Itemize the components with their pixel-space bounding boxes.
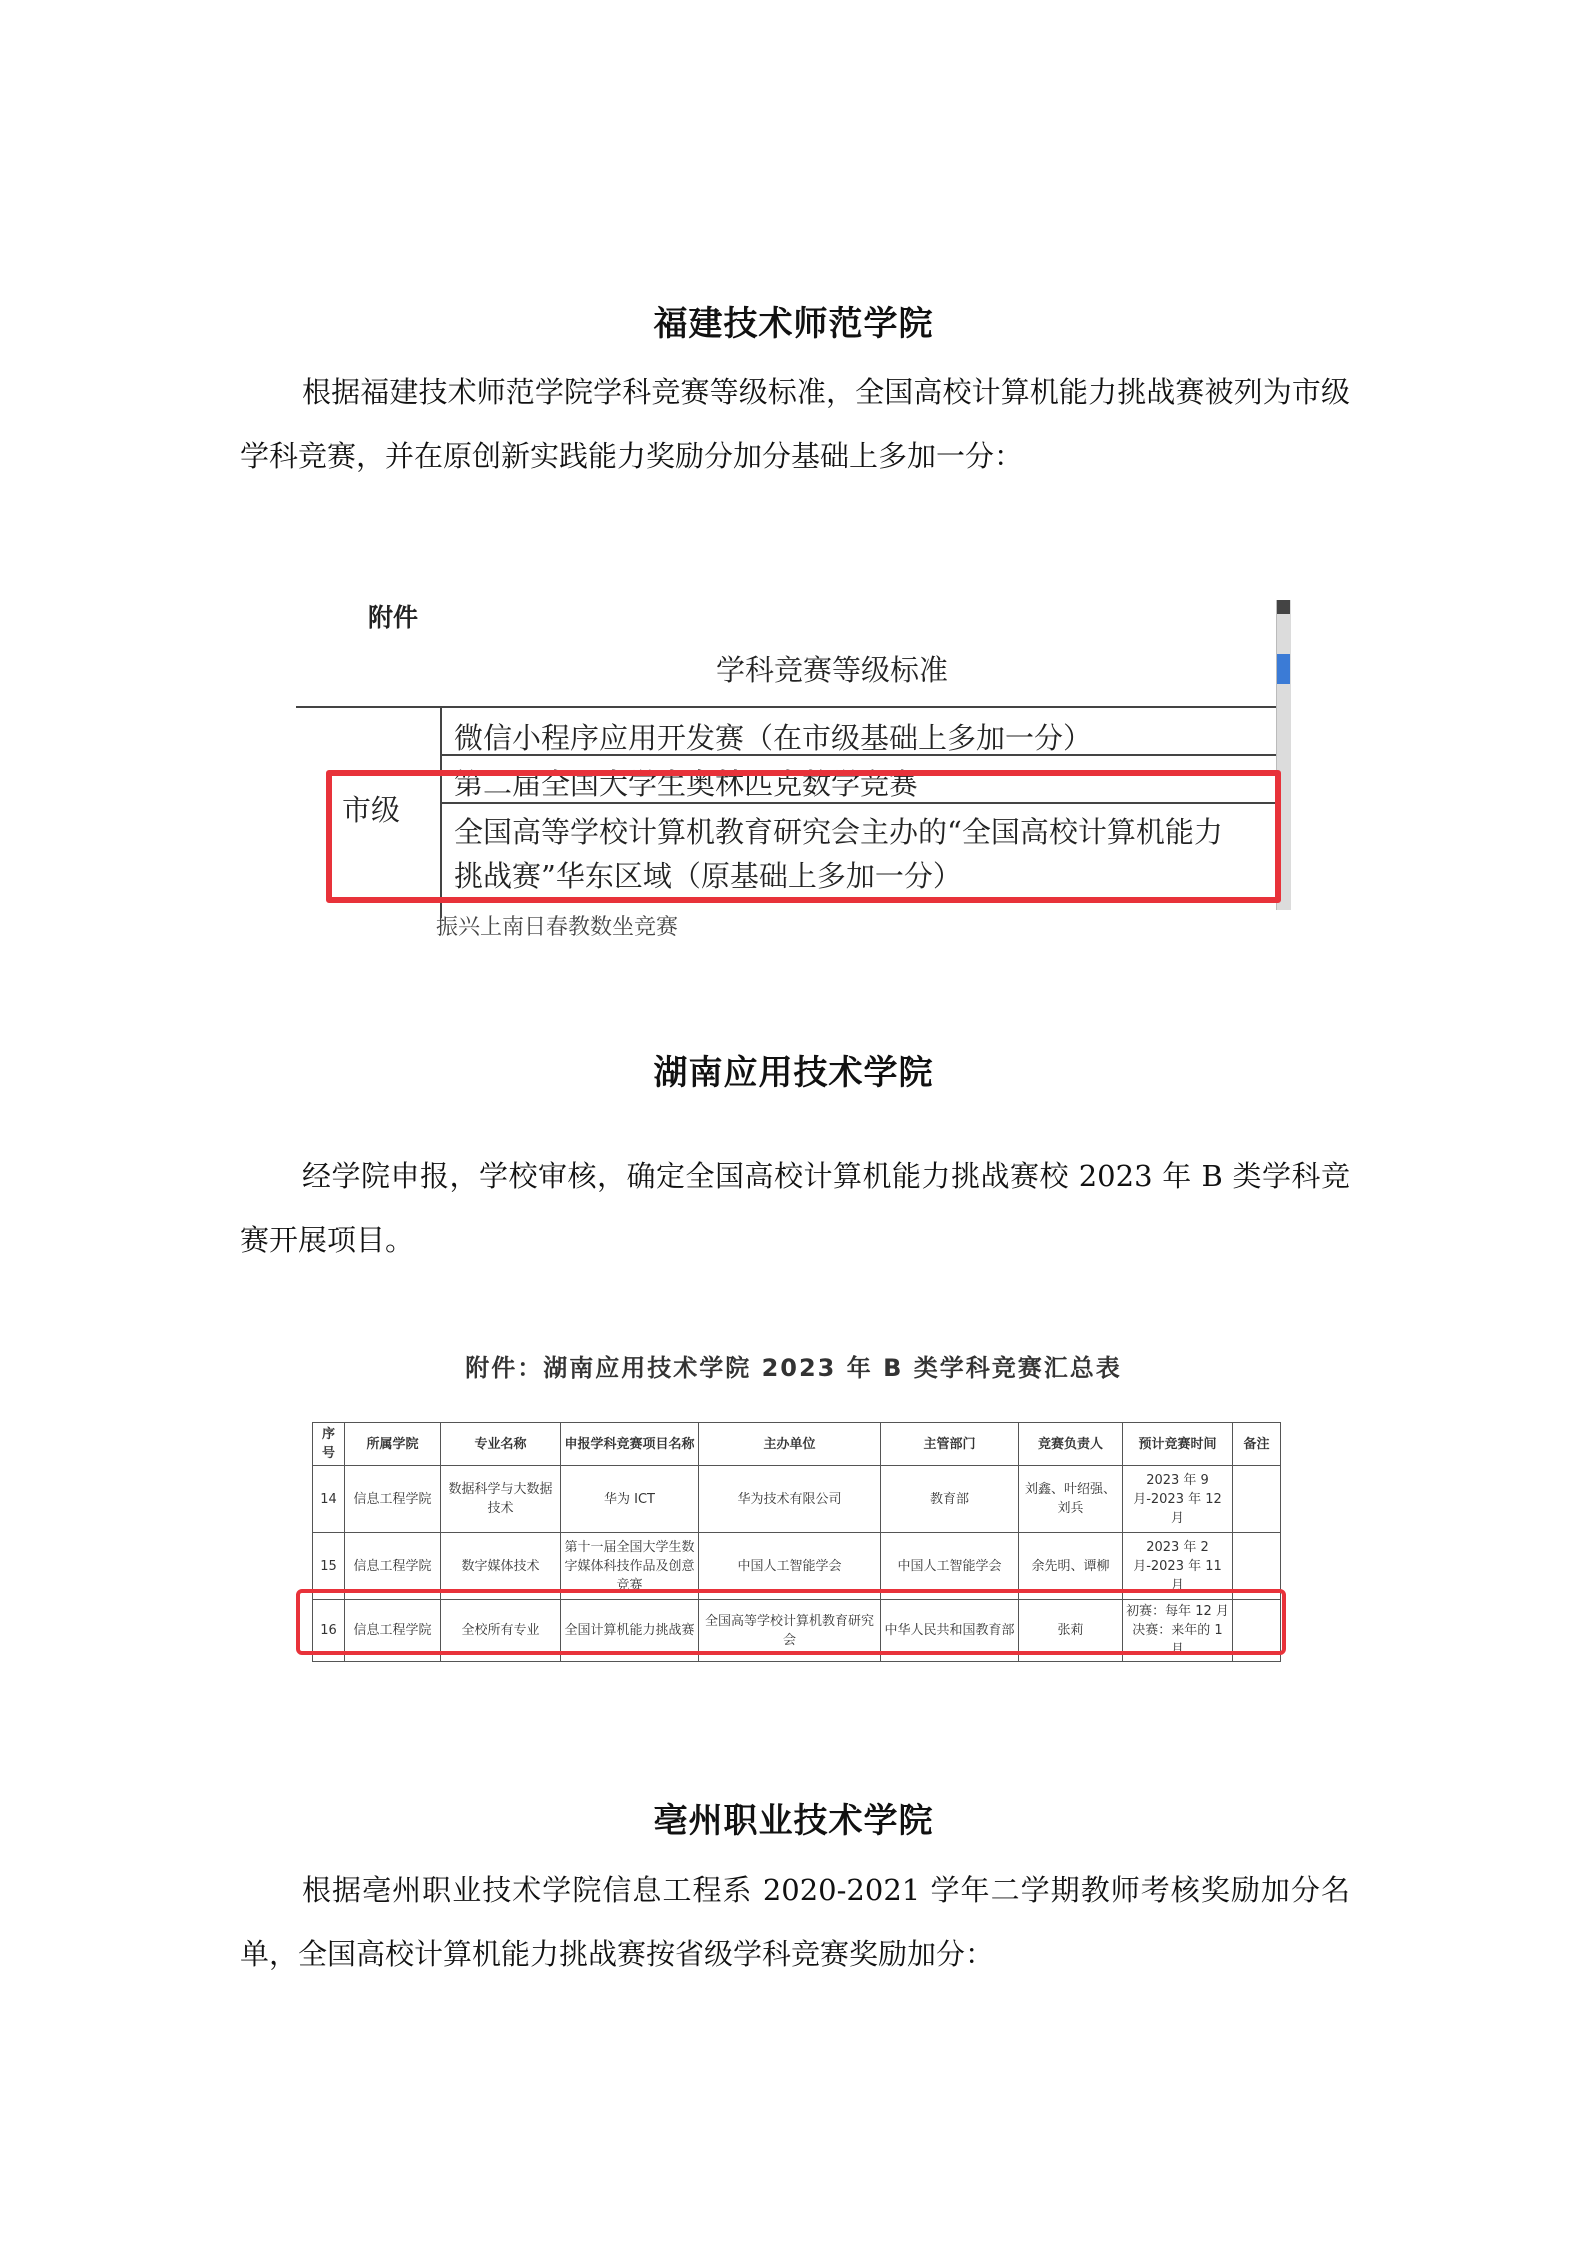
table-cell: 全校所有专业 <box>441 1600 561 1662</box>
table-cell: 余先明、谭柳 <box>1019 1533 1123 1600</box>
header-cell: 主管部门 <box>881 1423 1019 1466</box>
highlight-box <box>296 1589 1286 1655</box>
header-cell: 竞赛负责人 <box>1019 1423 1123 1466</box>
level-cell: 市级 <box>342 793 401 827</box>
table-cell: 初赛：每年 12 月 决赛：来年的 1 月 <box>1123 1600 1233 1662</box>
table-cell: 中华人民共和国教育部 <box>881 1600 1019 1662</box>
header-cell: 申报学科竞赛项目名称 <box>561 1423 699 1466</box>
table-cell: 张莉 <box>1019 1600 1123 1662</box>
table-cell: 数字媒体技术 <box>441 1533 561 1600</box>
scrollbar-thumb <box>1277 654 1290 684</box>
table-rule <box>296 706 1276 708</box>
section-heading-hunan: 湖南应用技术学院 <box>653 1053 934 1093</box>
table-cell: 华为技术有限公司 <box>699 1466 881 1533</box>
standard-row: 微信小程序应用开发赛（在市级基础上多加一分） <box>454 721 1093 755</box>
competition-standard-figure <box>296 592 1291 940</box>
table-header-row <box>313 1423 1281 1466</box>
section-paragraph-hunan: 经学院申报，学校审核，确定全国高校计算机能力挑战赛校 2023 年 B 类学科竞赛开展项目。 <box>240 1159 1350 1257</box>
table-cell: 14 <box>313 1466 345 1533</box>
table-cell: 中国人工智能学会 <box>699 1533 881 1600</box>
table-cell: 2023 年 9 月-2023 年 12 月 <box>1123 1466 1233 1533</box>
table-cell: 信息工程学院 <box>345 1600 441 1662</box>
attachment-label: 附件 <box>368 603 419 632</box>
table-cell: 刘鑫、叶绍强、刘兵 <box>1019 1466 1123 1533</box>
section-paragraph-bozhou: 根据亳州职业技术学院信息工程系 2020-2021 学年二学期教师考核奖励加分名单，全国高校计算机能力挑战赛按省级学科竞赛奖励加分： <box>240 1873 1350 1971</box>
table-cell: 全国计算机能力挑战赛 <box>561 1600 699 1662</box>
summary-table-title: 附件：湖南应用技术学院 2023 年 B 类学科竞赛汇总表 <box>465 1354 1122 1382</box>
scrollbar-arrow-icon <box>1277 600 1290 614</box>
section-heading-fujian: 福建技术师范学院 <box>653 304 934 344</box>
table-cell: 全国高等学校计算机教育研究会 <box>699 1600 881 1662</box>
table-cell: 信息工程学院 <box>345 1466 441 1533</box>
header-cell: 序号 <box>313 1423 345 1466</box>
header-cell: 主办单位 <box>699 1423 881 1466</box>
table-cell: 华为 ICT <box>561 1466 699 1533</box>
table-cell: 教育部 <box>881 1466 1019 1533</box>
standard-row: 第二届全国大学生奥林匹克数学竞赛 <box>454 767 919 801</box>
table-cell: 2023 年 2 月-2023 年 11 月 <box>1123 1533 1233 1600</box>
table-cell: 中国人工智能学会 <box>881 1533 1019 1600</box>
highlight-box <box>326 770 1281 903</box>
table-cell <box>1233 1466 1281 1533</box>
header-cell: 所属学院 <box>345 1423 441 1466</box>
table-cell: 15 <box>313 1533 345 1600</box>
table-row <box>313 1466 1281 1533</box>
standard-row: 全国高等学校计算机教育研究会主办的“全国高校计算机能力 <box>454 815 1223 849</box>
section-paragraph-fujian: 根据福建技术师范学院学科竞赛等级标准，全国高校计算机能力挑战赛被列为市级学科竞赛，并在原创新实践能力奖励分加分基础上多加一分： <box>240 375 1350 473</box>
section-heading-bozhou: 亳州职业技术学院 <box>653 1801 934 1841</box>
header-cell: 备注 <box>1233 1423 1281 1466</box>
cut-off-row: 振兴上南日春教数坐竞赛 <box>436 915 679 940</box>
header-cell: 专业名称 <box>441 1423 561 1466</box>
standard-row: 挑战赛”华东区域（原基础上多加一分） <box>454 859 962 893</box>
table-cell: 第十一届全国大学生数字媒体科技作品及创意竞赛 <box>561 1533 699 1600</box>
table-cell: 16 <box>313 1600 345 1662</box>
figure-title: 学科竞赛等级标准 <box>716 653 949 687</box>
table-cell: 信息工程学院 <box>345 1533 441 1600</box>
table-cell: 数据科学与大数据技术 <box>441 1466 561 1533</box>
header-cell: 预计竞赛时间 <box>1123 1423 1233 1466</box>
